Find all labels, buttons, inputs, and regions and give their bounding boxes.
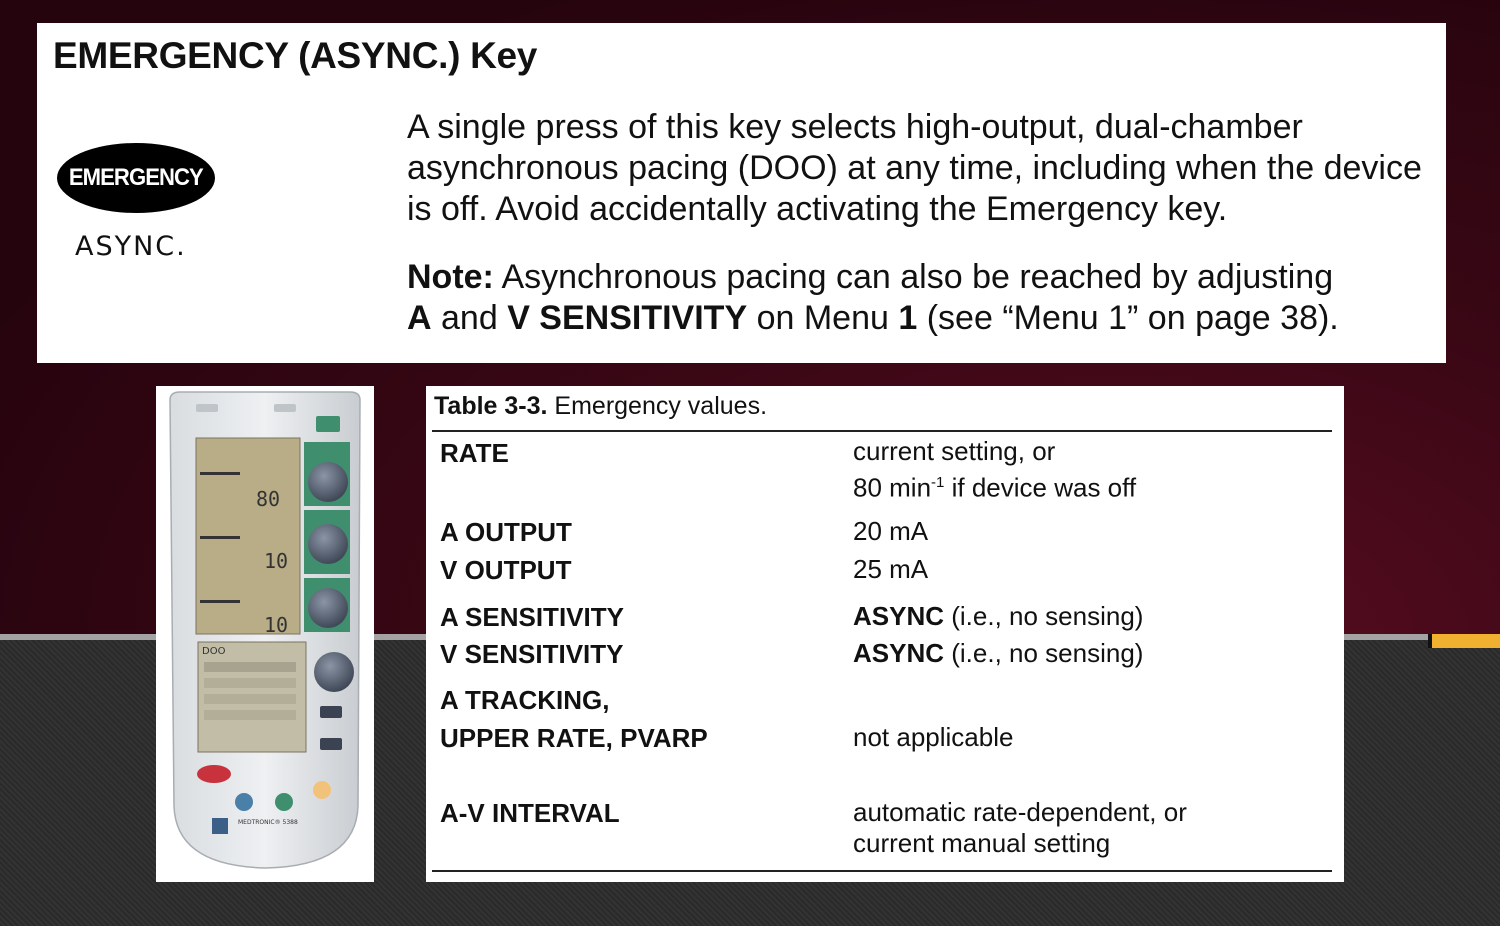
note-menu-number: 1	[898, 299, 918, 337]
emergency-key-icon	[57, 143, 215, 213]
key-description: A single press of this key selects high-output, dual-chamber asynchronous pacing (DOO) at any time, including when the device is off. Avoid accidentally activating the Emergency key.	[407, 108, 1422, 228]
note-label: Note:	[407, 258, 494, 296]
a-sens-value-bold: ASYNC	[853, 601, 945, 631]
row-value-av-interval	[853, 797, 1187, 859]
row-value-v-output: 25 mA	[853, 554, 929, 584]
note-text	[407, 257, 1437, 339]
table-caption	[434, 392, 767, 421]
row-label-v-output: V OUTPUT	[440, 555, 572, 585]
row-value-v-sensitivity	[853, 638, 1143, 669]
note-and: and	[431, 299, 508, 337]
note-tail: (see “Menu 1” on page 38).	[917, 299, 1339, 337]
rate-knob	[308, 462, 348, 502]
v-sens-value-rest: (i.e., no sensing)	[944, 638, 1144, 668]
device-emergency-button	[197, 765, 231, 783]
table-caption-text: Emergency values.	[547, 392, 768, 420]
row-label-av-interval: A-V INTERVAL	[440, 798, 620, 828]
row-label-a-sensitivity: A SENSITIVITY	[440, 602, 624, 632]
av-value-line2: current manual setting	[853, 828, 1111, 858]
rate-value-line2: 80 min	[853, 472, 932, 503]
rate-value-sup: -1	[931, 474, 945, 491]
note-on-menu: on Menu	[747, 299, 899, 337]
device-rate-readout: 80	[256, 487, 281, 511]
note-line1: Asynchronous pacing can also be reached by adjusting	[493, 258, 1334, 296]
band-accent	[1432, 634, 1500, 648]
async-label: ASYNC.	[75, 231, 187, 262]
row-label-a-tracking: A TRACKING,	[440, 685, 610, 715]
v-output-knob	[308, 588, 348, 628]
row-label-rate: RATE	[440, 438, 509, 468]
device-mode: DOO	[202, 646, 226, 657]
row-label-upper-rate-pvarp: UPPER RATE, PVARP	[440, 723, 708, 753]
a-output-knob	[308, 524, 348, 564]
device-image-card	[156, 386, 374, 882]
table-rule-bottom	[432, 870, 1332, 872]
emergency-key-label: EMERGENCY	[68, 164, 204, 191]
v-sens-value-bold: ASYNC	[853, 638, 945, 668]
note-a: A	[407, 299, 432, 337]
rate-value-line2-tail: if device was off	[944, 472, 1137, 503]
row-value-not-applicable: not applicable	[853, 722, 1014, 752]
menu-knob	[314, 652, 354, 692]
table-rule-top	[432, 430, 1332, 432]
row-label-a-output: A OUTPUT	[440, 517, 572, 547]
page-title: EMERGENCY (ASYNC.) Key	[53, 35, 538, 76]
row-label-v-sensitivity: V SENSITIVITY	[440, 639, 624, 669]
row-value-rate	[853, 436, 1136, 504]
device-a-output-readout: 10	[264, 549, 289, 573]
pacemaker-device-image	[156, 386, 374, 882]
table-caption-number: Table 3-3.	[434, 392, 548, 420]
av-value-line1: automatic rate-dependent, or	[853, 797, 1187, 827]
device-v-output-readout: 10	[264, 613, 289, 637]
device-brand: MEDTRONIC® 5388	[238, 819, 298, 826]
row-value-a-sensitivity	[853, 601, 1143, 632]
rate-value-line1: current setting, or	[853, 436, 1056, 466]
a-sens-value-rest: (i.e., no sensing)	[944, 601, 1144, 631]
row-value-a-output: 20 mA	[853, 516, 929, 546]
note-v-sensitivity: V SENSITIVITY	[507, 299, 748, 337]
emergency-values-table	[426, 386, 1344, 882]
key-description-panel	[37, 23, 1446, 363]
